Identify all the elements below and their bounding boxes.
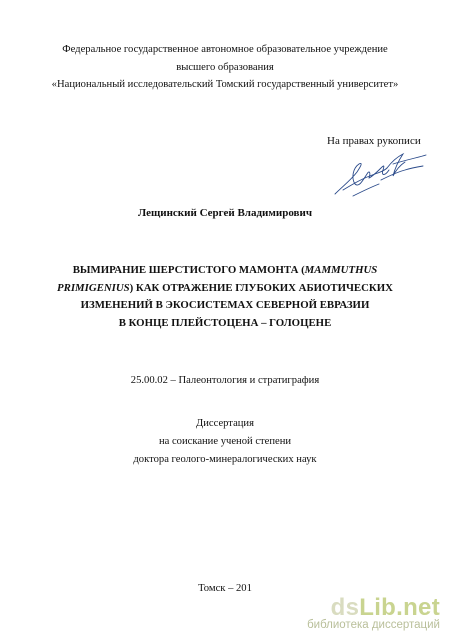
- institution-line-3: «Национальный исследовательский Томский государственный университет»: [51, 79, 399, 90]
- signature-image: [333, 150, 428, 200]
- degree-info: [0, 415, 450, 468]
- degree-line-1: Диссертация: [196, 418, 254, 429]
- title-line-2-italic: PRIMIGENIUS: [57, 281, 130, 294]
- watermark-logo-part2: Lib.net: [359, 594, 440, 621]
- city-year: Томск – 201: [198, 583, 252, 594]
- degree-line-3: доктора геолого-минералогических наук: [133, 453, 317, 465]
- author-name: Лещинский Сергей Владимирович: [137, 207, 313, 219]
- title-line-2: [0, 280, 450, 298]
- watermark-subtitle: библиотека диссертаций: [307, 619, 440, 631]
- dissertation-title: [0, 262, 450, 332]
- institution-header: [0, 41, 450, 94]
- degree-line-2: на соискание ученой степени: [158, 435, 292, 447]
- specialty: 25.00.02 – Палеонтология и стратиграфия: [130, 375, 320, 386]
- institution-line-1: Федеральное государственное автономное образовательное учреждение: [62, 44, 388, 55]
- watermark-logo-part1: ds: [330, 594, 360, 621]
- title-line-2-text: ) КАК ОТРАЖЕНИЕ ГЛУБОКИХ АБИОТИЧЕСКИХ: [129, 281, 393, 294]
- watermark: [307, 596, 440, 631]
- watermark-logo: [307, 596, 440, 620]
- title-line-3: ИЗМЕНЕНИЙ В ЭКОСИСТЕМАХ СЕВЕРНОЙ ЕВРАЗИИ: [80, 299, 370, 312]
- title-line-1: [0, 262, 450, 280]
- title-line-1-text: ВЫМИРАНИЕ ШЕРСТИСТОГО МАМОНТА (: [72, 264, 305, 276]
- rights-note: На правах рукописи: [327, 135, 421, 147]
- title-line-1-italic: MAMMUTHUS: [304, 264, 378, 276]
- institution-line-2: высшего образования: [176, 61, 274, 73]
- title-line-4: В КОНЦЕ ПЛЕЙСТОЦЕНА – ГОЛОЦЕНЕ: [118, 316, 332, 329]
